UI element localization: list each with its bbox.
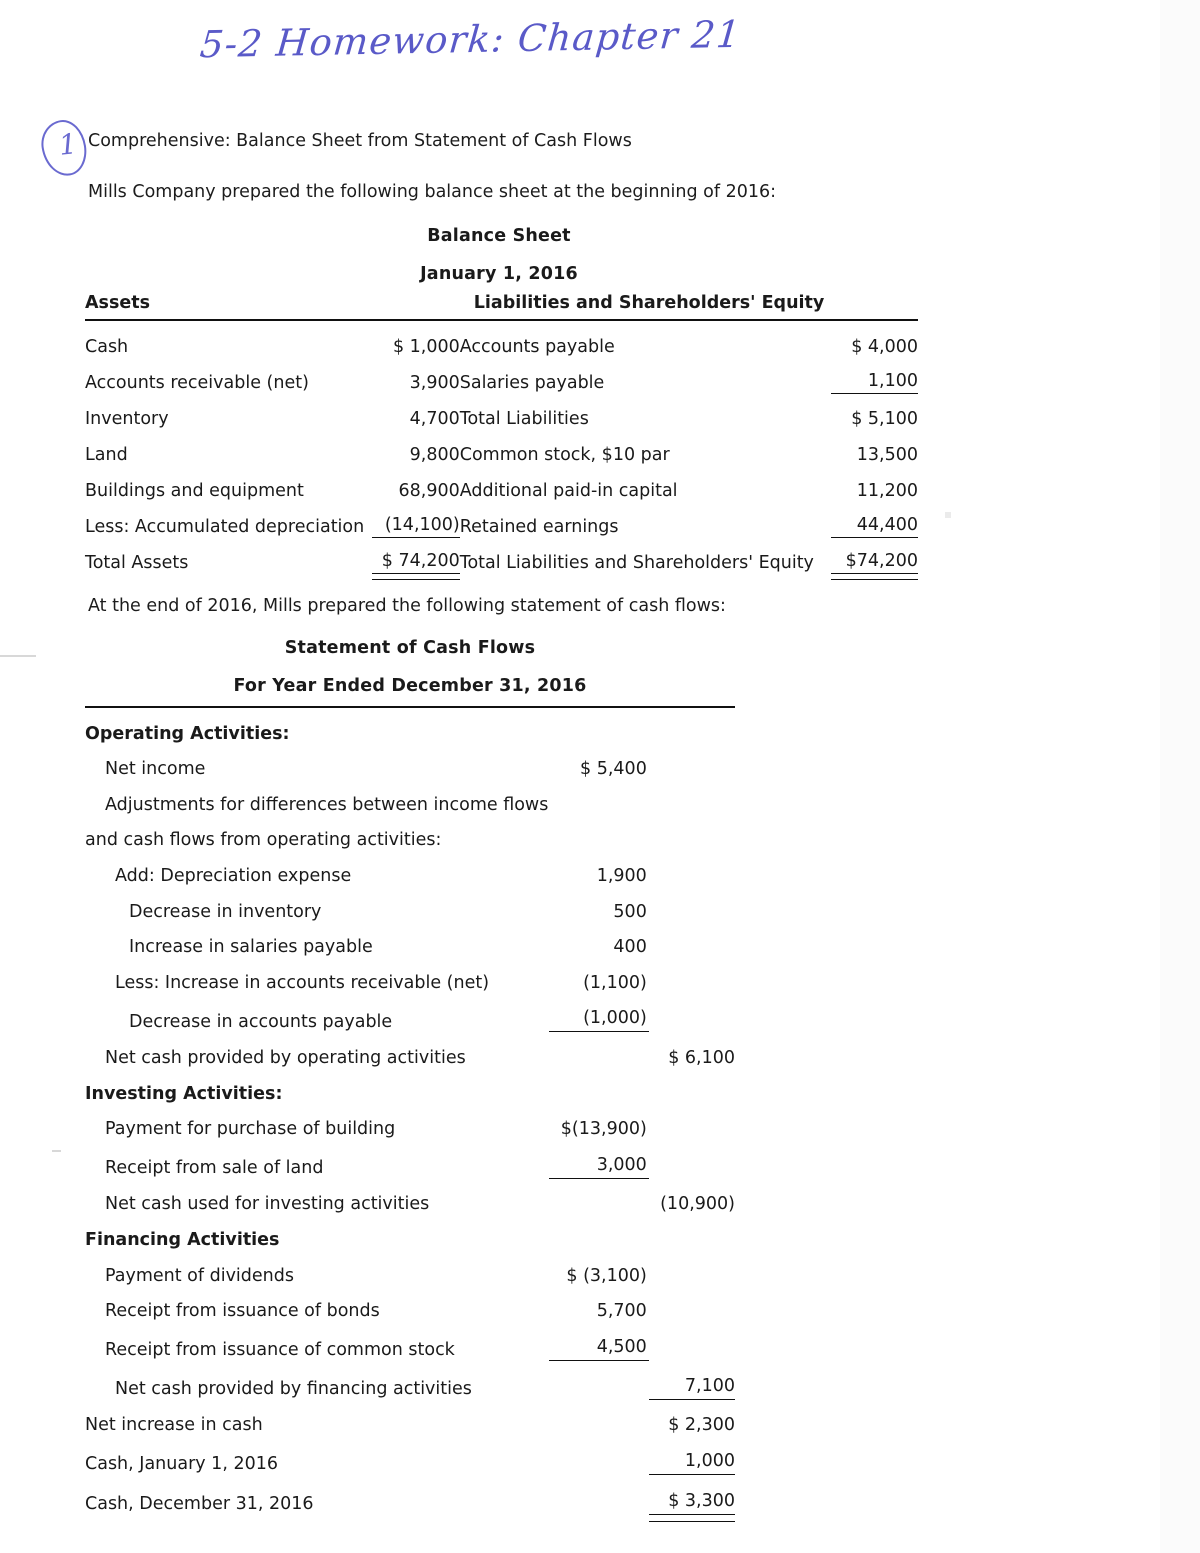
line-label: Decrease in accounts payable — [129, 1011, 393, 1032]
table-header-row — [85, 284, 918, 320]
line-label: Net cash provided by financing activities — [115, 1379, 472, 1400]
line-label: Add: Depreciation expense — [115, 865, 352, 886]
section-header-row — [85, 708, 735, 744]
line-value-inner: 3,000 — [549, 1139, 649, 1178]
section-header-row — [85, 1214, 735, 1250]
table-row — [85, 429, 918, 465]
balance-sheet-table — [85, 284, 918, 574]
line-label: Receipt from issuance of common stock — [105, 1340, 455, 1361]
liability-label: Salaries payable — [459, 373, 605, 393]
line-value-inner: $(13,900) — [560, 1119, 647, 1140]
liability-value: $ 4,000 — [851, 337, 918, 357]
line-value-inner: (1,100) — [583, 972, 647, 993]
line-value-inner: 5,700 — [596, 1301, 647, 1322]
line-value-inner: 500 — [613, 901, 647, 922]
table-row — [85, 1250, 735, 1286]
liability-value: 1,100 — [831, 357, 918, 393]
line-value-outer: (10,900) — [660, 1194, 735, 1215]
liability-label: Additional paid-in capital — [459, 481, 678, 501]
line-value-outer: $ 6,100 — [668, 1047, 735, 1068]
total-liabilities-equity-label: Total Liabilities and Shareholders' Equity — [459, 553, 814, 573]
table-row — [85, 1286, 735, 1322]
line-value-outer: $ 3,300 — [649, 1474, 735, 1514]
cash-flow-table — [85, 706, 735, 1515]
scan-artifact — [52, 1150, 61, 1152]
financing-activities-header: Financing Activities — [85, 1229, 280, 1250]
line-value-inner: 4,500 — [549, 1321, 649, 1360]
liability-label: Total Liabilities — [459, 409, 589, 429]
assets-column-header: Assets — [85, 293, 151, 313]
line-label: and cash flows from operating activities: — [85, 830, 442, 851]
section-header-row — [85, 1068, 735, 1104]
total-liabilities-equity-value: $74,200 — [831, 537, 918, 573]
table-row — [85, 393, 918, 429]
line-label: Increase in salaries payable — [129, 937, 373, 958]
line-label: Net increase in cash — [85, 1415, 263, 1436]
assets-amount-header — [372, 284, 460, 320]
balance-sheet-date: January 1, 2016 — [420, 264, 578, 284]
line-label: Net cash provided by operating activities — [105, 1047, 466, 1068]
line-label: Net income — [105, 759, 206, 780]
asset-value: $ 1,000 — [392, 337, 460, 357]
table-row-subtotal — [85, 1178, 735, 1214]
line-value-outer: 7,100 — [649, 1360, 735, 1399]
table-row-subtotal — [85, 1360, 735, 1399]
line-value-inner: $ 5,400 — [580, 759, 647, 780]
line-value-outer: $ 2,300 — [668, 1415, 735, 1436]
table-row-summary — [85, 1399, 735, 1435]
line-label: Payment for purchase of building — [105, 1119, 396, 1140]
table-row — [85, 744, 735, 780]
line-value-inner: 400 — [613, 937, 647, 958]
scan-artifact — [945, 512, 951, 518]
asset-label: Inventory — [85, 409, 169, 429]
line-label: Cash, January 1, 2016 — [85, 1454, 278, 1475]
line-value-inner: $ (3,100) — [566, 1265, 647, 1286]
cash-flow-title: Statement of Cash Flows — [284, 638, 536, 658]
asset-value: 3,900 — [409, 373, 460, 393]
table-row — [85, 779, 735, 815]
asset-value: 4,700 — [409, 409, 460, 429]
line-label: Net cash used for investing activities — [105, 1194, 430, 1215]
line-value-inner: 1,900 — [596, 865, 647, 886]
table-row — [85, 465, 918, 501]
problem-number-label: 1 — [57, 127, 79, 162]
table-row-total — [85, 1474, 735, 1514]
table-row — [85, 501, 918, 537]
operating-activities-header: Operating Activities: — [85, 723, 290, 744]
table-row — [85, 1139, 735, 1178]
table-row — [85, 1321, 735, 1360]
investing-activities-header: Investing Activities: — [85, 1083, 283, 1104]
cash-flow-statement-block — [85, 638, 735, 1515]
asset-label: Land — [85, 445, 128, 465]
liability-label: Retained earnings — [459, 517, 619, 537]
table-row-summary — [85, 1435, 735, 1474]
problem-intro-line-1: Mills Company prepared the following balance sheet at the beginning of 2016: — [88, 182, 777, 202]
line-label: Receipt from sale of land — [105, 1158, 324, 1179]
asset-label: Less: Accumulated depreciation — [85, 517, 365, 537]
asset-label: Cash — [85, 337, 129, 357]
table-row — [85, 957, 735, 993]
line-label: Adjustments for differences between income flows — [105, 794, 549, 815]
table-row — [85, 357, 918, 393]
line-label: Payment of dividends — [105, 1265, 294, 1286]
scan-artifact — [1160, 0, 1200, 1553]
line-label: Less: Increase in accounts receivable (net) — [115, 972, 490, 993]
table-row — [85, 922, 735, 958]
table-row — [85, 886, 735, 922]
line-label: Decrease in inventory — [129, 901, 322, 922]
balance-sheet-title: Balance Sheet — [427, 226, 571, 246]
liabilities-amount-header — [831, 284, 918, 320]
line-label: Cash, December 31, 2016 — [85, 1494, 314, 1515]
scan-artifact — [0, 655, 36, 657]
table-row — [85, 850, 735, 886]
line-value-outer: 1,000 — [649, 1435, 735, 1474]
table-row-subtotal — [85, 1032, 735, 1068]
liabilities-column-header: Liabilities and Shareholders' Equity — [473, 293, 825, 313]
table-row — [85, 815, 735, 851]
handwritten-title: 5-2 Homework: Chapter 21 — [198, 12, 743, 67]
liability-value: 13,500 — [856, 445, 918, 465]
table-row-total — [85, 537, 918, 573]
line-value-outer — [649, 744, 735, 780]
liability-label: Accounts payable — [459, 337, 615, 357]
line-value-inner: (1,000) — [549, 993, 649, 1032]
balance-sheet-block — [85, 226, 918, 574]
asset-value: 68,900 — [398, 481, 460, 501]
liability-value: 11,200 — [856, 481, 918, 501]
total-assets-value: $ 74,200 — [372, 537, 460, 573]
asset-value: (14,100) — [372, 501, 460, 537]
line-label: Receipt from issuance of bonds — [105, 1301, 380, 1322]
liability-value: $ 5,100 — [851, 409, 918, 429]
cash-flow-period: For Year Ended December 31, 2016 — [233, 676, 587, 696]
liability-value: 44,400 — [831, 501, 918, 537]
table-row — [85, 993, 735, 1032]
liability-label: Common stock, $10 par — [459, 445, 670, 465]
problem-heading: Comprehensive: Balance Sheet from Statement of Cash Flows — [88, 131, 632, 151]
handwritten-problem-number-circle — [42, 120, 86, 176]
asset-label: Accounts receivable (net) — [85, 373, 309, 393]
table-row — [85, 321, 918, 357]
asset-value: 9,800 — [409, 445, 460, 465]
table-row — [85, 1104, 735, 1140]
total-assets-label: Total Assets — [85, 553, 189, 573]
problem-intro-line-2: At the end of 2016, Mills prepared the following statement of cash flows: — [88, 596, 726, 616]
asset-label: Buildings and equipment — [85, 481, 304, 501]
